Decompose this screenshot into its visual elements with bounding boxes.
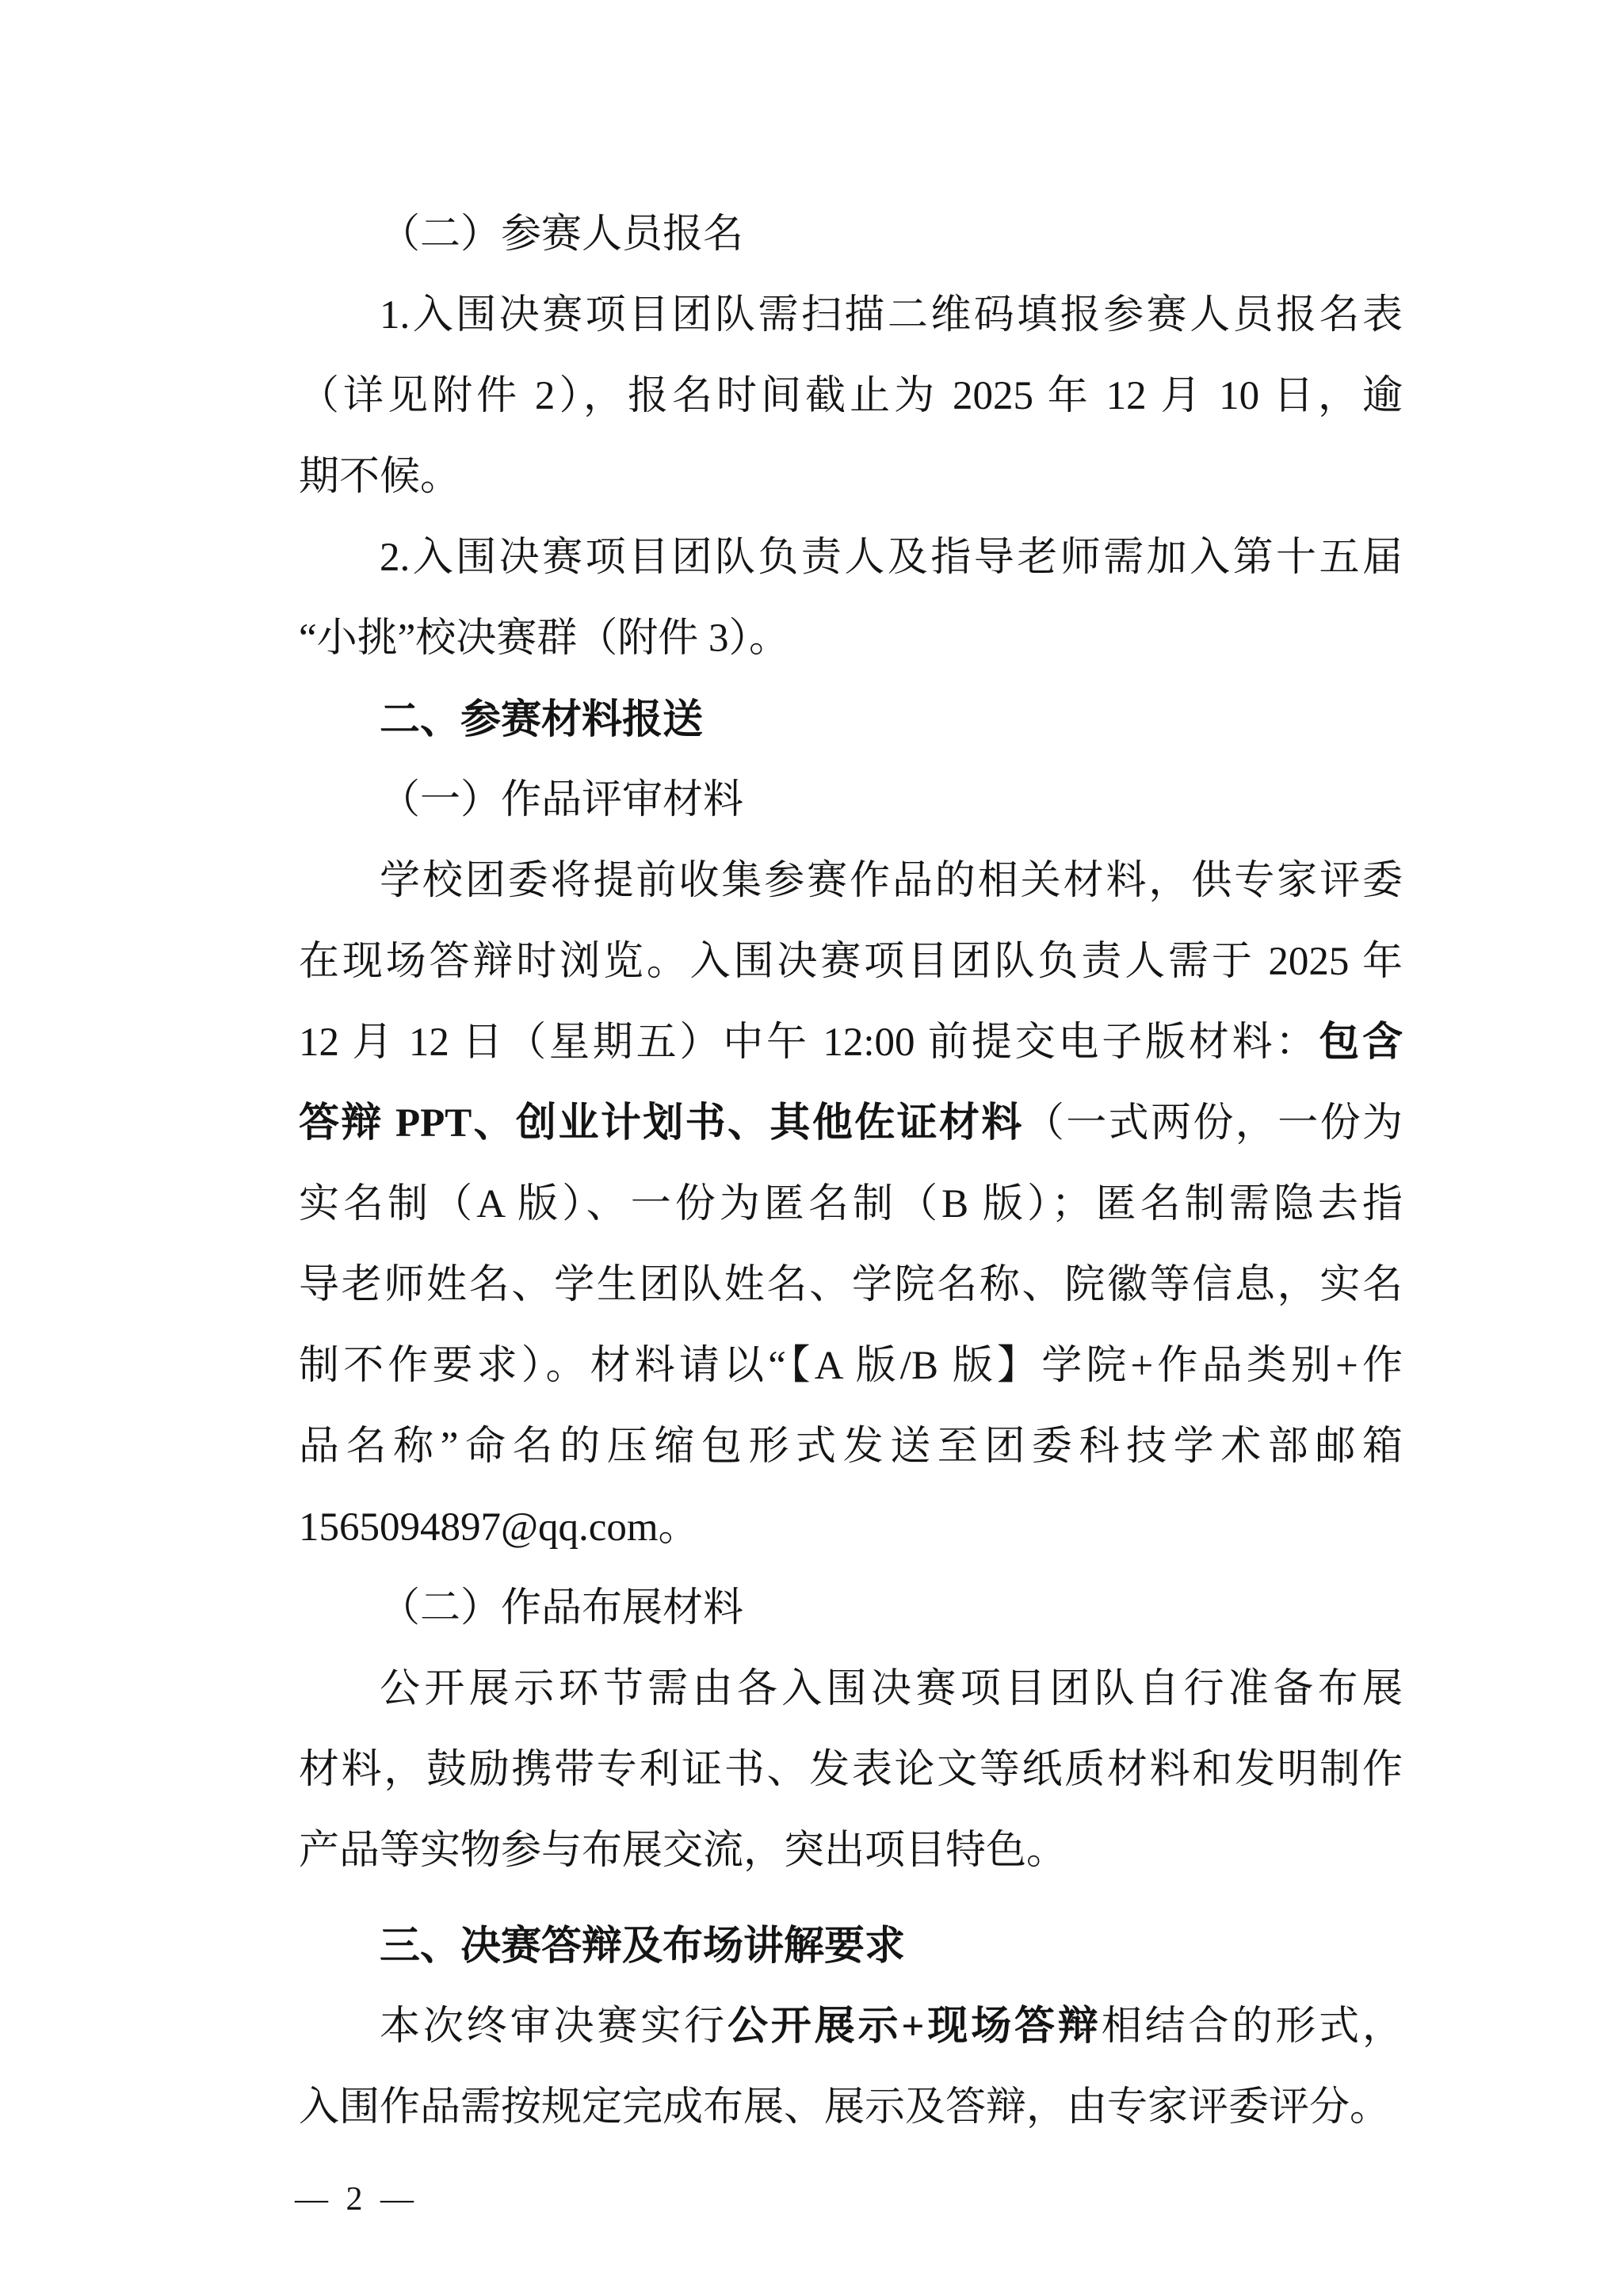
body-text-line: [299, 1730, 1403, 1810]
body-text-line: [299, 2067, 1403, 2148]
text-segment: 产品等实物参与布展交流，突出项目特色。: [299, 1829, 1067, 1873]
body-text-line: [299, 598, 1403, 679]
body-text-line: [299, 1083, 1403, 1164]
text-segment: 在现场答辩时浏览。入围决赛项目团队负责人需于 2025 年: [299, 940, 1403, 984]
body-text-line: [299, 517, 1403, 598]
sub-heading: [299, 1568, 1403, 1649]
body-text-line: [299, 1649, 1403, 1730]
text-segment: 相结合的形式，: [1101, 2004, 1403, 2049]
text-segment: 答辩 PPT、创业计划书、其他佐证材料: [299, 1101, 1024, 1146]
text-segment: 学校团委将提前收集参赛作品的相关材料，供专家评委: [380, 859, 1403, 903]
text-segment: 二、参赛材料报送: [380, 696, 704, 742]
body-text-line: [299, 437, 1403, 517]
text-segment: （一式两份，一份为: [1023, 1101, 1403, 1146]
body-text-line: [299, 1487, 1403, 1568]
text-segment: 本次终审决赛实行: [380, 2004, 727, 2049]
text-segment: “小挑”校决赛群（附件 3）。: [299, 616, 790, 661]
text-segment: 1.入围决赛项目团队需扫描二维码填报参赛人员报名表: [380, 293, 1403, 338]
sub-heading: [299, 760, 1403, 841]
text-segment: 公开展示环节需由各入围决赛项目团队自行准备布展: [380, 1667, 1403, 1711]
section-heading: [299, 1905, 1403, 1986]
text-segment: （详见附件 2），报名时间截止为 2025 年 12 月 10 日，逾: [299, 374, 1403, 418]
body-text-line: [299, 1002, 1403, 1083]
text-segment: （二）作品布展材料: [380, 1585, 744, 1631]
body-text-line: [299, 1325, 1403, 1406]
body-text-line: [299, 1406, 1403, 1487]
document-body: [299, 194, 1403, 2148]
body-text-line: [299, 841, 1403, 921]
text-segment: 1565094897@qq.com。: [299, 1505, 699, 1550]
text-segment: 品名称”命名的压缩包形式发送至团委科技学术部邮箱: [299, 1425, 1403, 1469]
text-segment: 导老师姓名、学生团队姓名、学院名称、院徽等信息，实名: [299, 1263, 1403, 1307]
text-segment: 期不候。: [299, 455, 461, 499]
body-text-line: [299, 921, 1403, 1002]
body-text-line: [299, 1245, 1403, 1325]
body-text-line: [299, 1164, 1403, 1245]
text-segment: 2.入围决赛项目团队负责人及指导老师需加入第十五届: [380, 536, 1403, 580]
text-segment: 制不作要求）。材料请以“【A 版/B 版】学院+作品类别+作: [299, 1344, 1403, 1388]
text-segment: 三、决赛答辩及布场讲解要求: [380, 1923, 906, 1968]
sub-heading: [299, 194, 1403, 275]
text-segment: （二）参赛人员报名: [380, 211, 744, 257]
section-heading: [299, 679, 1403, 760]
page-number: — 2 —: [295, 2181, 418, 2218]
text-segment: 实名制（A 版）、一份为匿名制（B 版）；匿名制需隐去指: [299, 1182, 1403, 1226]
text-segment: 入围作品需按规定完成布展、展示及答辩，由专家评委评分。: [299, 2085, 1391, 2130]
text-segment: 材料，鼓励携带专利证书、发表论文等纸质材料和发明制作: [299, 1748, 1403, 1792]
body-text-line: [299, 1986, 1403, 2067]
text-segment: 包含: [1319, 1020, 1403, 1065]
text-segment: 公开展示+现场答辩: [727, 2004, 1102, 2049]
body-text-line: [299, 1810, 1403, 1891]
text-segment: 12 月 12 日（星期五）中午 12:00 前提交电子版材料：: [299, 1020, 1319, 1065]
body-text-line: [299, 356, 1403, 437]
text-segment: （一）作品评审材料: [380, 776, 744, 823]
body-text-line: [299, 275, 1403, 356]
